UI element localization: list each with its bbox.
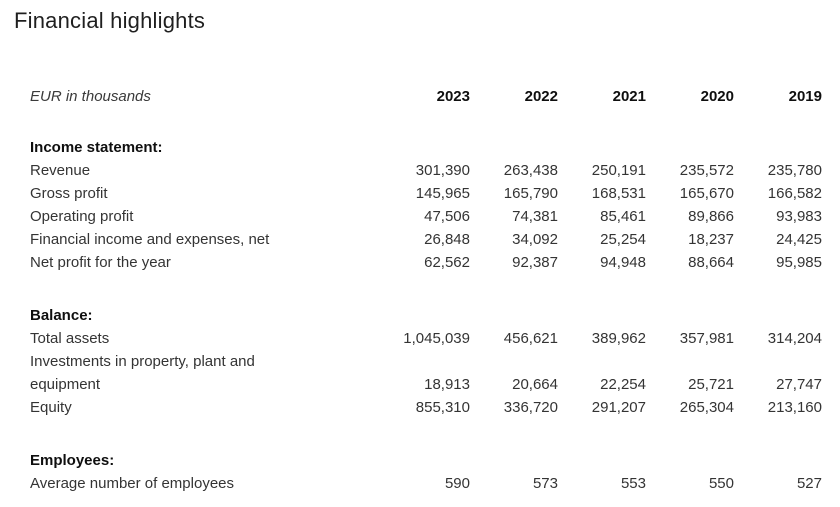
cell-value: 235,572 xyxy=(679,162,734,179)
spacer-row xyxy=(30,108,822,136)
year-header-2020: 2020 xyxy=(700,88,734,105)
cell-value: 89,866 xyxy=(688,208,734,225)
row-label: Revenue xyxy=(30,162,91,179)
cell-value: 166,582 xyxy=(767,185,822,202)
cell-value: 74,381 xyxy=(512,208,558,225)
cell-value: 265,304 xyxy=(679,399,734,416)
table-row xyxy=(30,327,822,350)
cell-value: 94,948 xyxy=(600,254,646,271)
financial-highlights-table xyxy=(30,85,822,495)
row-label: Equity xyxy=(30,399,72,416)
cell-value: 553 xyxy=(620,475,646,492)
table-row xyxy=(30,350,822,396)
cell-value: 213,160 xyxy=(767,399,822,416)
cell-value: 456,621 xyxy=(503,330,558,347)
table-row xyxy=(30,228,822,251)
table-row xyxy=(30,182,822,205)
row-label: Investments in property, plant and equipment xyxy=(30,353,255,393)
row-label: Net profit for the year xyxy=(30,254,171,271)
section-heading-employees: Employees: xyxy=(30,452,115,469)
cell-value: 24,425 xyxy=(776,231,822,248)
year-header-2023: 2023 xyxy=(436,88,470,105)
cell-value: 26,848 xyxy=(424,231,470,248)
cell-value: 20,664 xyxy=(512,376,558,393)
cell-value: 93,983 xyxy=(776,208,822,225)
cell-value: 165,670 xyxy=(679,185,734,202)
page-title: Financial highlights xyxy=(14,8,206,33)
cell-value: 527 xyxy=(796,475,822,492)
table-row xyxy=(30,251,822,274)
row-label: Average number of employees xyxy=(30,475,235,492)
table-row xyxy=(30,205,822,228)
cell-value: 27,747 xyxy=(776,376,822,393)
cell-value: 62,562 xyxy=(424,254,470,271)
unit-label: EUR in thousands xyxy=(30,88,151,105)
table-row xyxy=(30,396,822,419)
spacer-row xyxy=(30,419,822,449)
year-header-2019: 2019 xyxy=(788,88,822,105)
cell-value: 301,390 xyxy=(415,162,470,179)
cell-value: 263,438 xyxy=(503,162,558,179)
section-heading-row xyxy=(30,304,822,327)
cell-value: 590 xyxy=(444,475,470,492)
cell-value: 88,664 xyxy=(688,254,734,271)
cell-value: 92,387 xyxy=(512,254,558,271)
cell-value: 235,780 xyxy=(767,162,822,179)
cell-value: 25,254 xyxy=(600,231,646,248)
section-heading-row xyxy=(30,449,822,472)
section-heading-balance: Balance: xyxy=(30,307,93,324)
cell-value: 573 xyxy=(532,475,558,492)
cell-value: 145,965 xyxy=(415,185,470,202)
cell-value: 95,985 xyxy=(776,254,822,271)
cell-value: 18,237 xyxy=(688,231,734,248)
cell-value: 22,254 xyxy=(600,376,646,393)
cell-value: 291,207 xyxy=(591,399,646,416)
cell-value: 357,981 xyxy=(679,330,734,347)
cell-value: 855,310 xyxy=(415,399,470,416)
spacer-row xyxy=(30,274,822,304)
row-label: Total assets xyxy=(30,330,110,347)
row-label: Operating profit xyxy=(30,208,134,225)
cell-value: 314,204 xyxy=(767,330,822,347)
cell-value: 165,790 xyxy=(503,185,558,202)
cell-value: 550 xyxy=(708,475,734,492)
year-header-2021: 2021 xyxy=(612,88,646,105)
cell-value: 336,720 xyxy=(503,399,558,416)
cell-value: 34,092 xyxy=(512,231,558,248)
cell-value: 389,962 xyxy=(591,330,646,347)
cell-value: 18,913 xyxy=(424,376,470,393)
cell-value: 47,506 xyxy=(424,208,470,225)
year-header-2022: 2022 xyxy=(524,88,558,105)
table-row xyxy=(30,472,822,495)
cell-value: 85,461 xyxy=(600,208,646,225)
row-label: Gross profit xyxy=(30,185,108,202)
table-header-row xyxy=(30,85,822,108)
section-heading-income-statement: Income statement: xyxy=(30,139,163,156)
section-heading-row xyxy=(30,136,822,159)
table-row xyxy=(30,159,822,182)
cell-value: 25,721 xyxy=(688,376,734,393)
cell-value: 250,191 xyxy=(591,162,646,179)
cell-value: 168,531 xyxy=(591,185,646,202)
row-label: Financial income and expenses, net xyxy=(30,231,270,248)
cell-value: 1,045,039 xyxy=(403,330,470,347)
